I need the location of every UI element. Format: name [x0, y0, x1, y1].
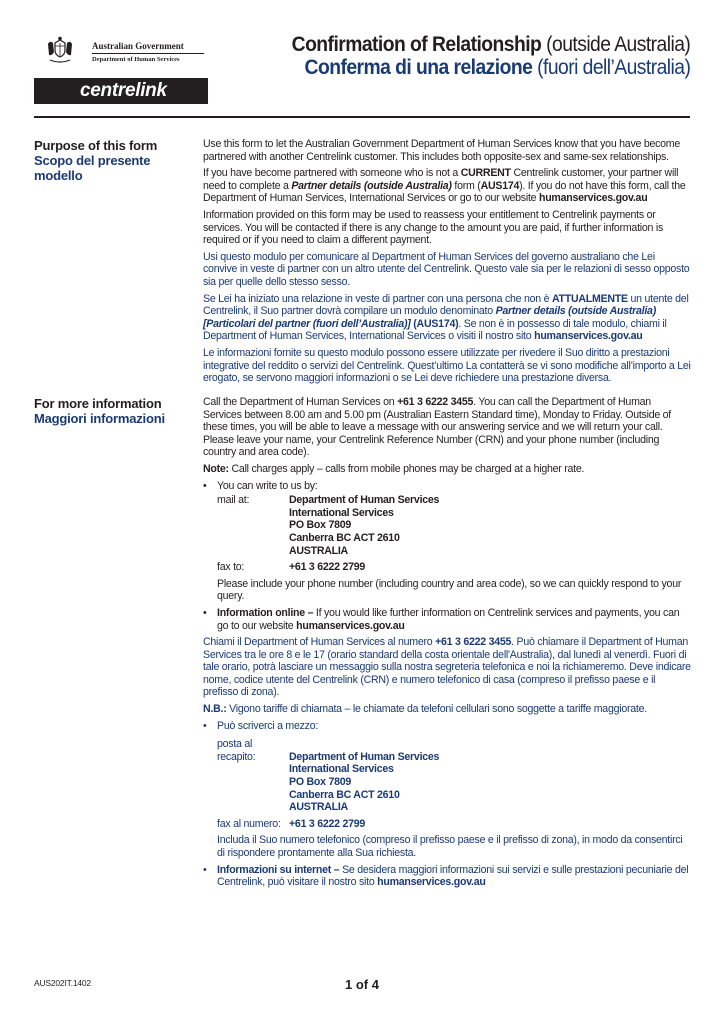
info-note: Note: Call charges apply – calls from mobile phones may be charged at a higher rate.	[203, 462, 585, 475]
page-title-it	[304, 56, 690, 80]
info-it-include: Includa il Suo numero telefonico (compreso il prefisso paese e il prefisso di zona), in modo da consentirci di rispondere prontamente alla Sua richiesta.	[217, 834, 683, 859]
website-link-it[interactable]: humanservices.gov.au	[534, 330, 643, 343]
info-it-note: N.B.: Vigono tariffe di chiamata – le chiamate da telefoni cellulari sono soggette a tariffe maggiorate.	[203, 703, 647, 716]
info-it-call: Chiami il Department of Human Services al numero +61 3 6222 3455. Può chiamare il Department of Human Services tra le ore 8 e le 17 (orario standard della costa orientale dell'Australia), dal lunedì al venerdì. Fuori di tale orario, potrà lasciare un messaggio sulla nostra segreteria telefonica e noi la richiameremo. Deve indicare nome, codice utente del Centrelink (CRN) e numero telefonico di casa (compreso il prefisso paese e il prefisso di zona).	[203, 636, 691, 699]
page-title-en	[291, 33, 690, 57]
purpose-it3: Le informazioni fornite su questo modulo possono essere utilizzate per rivedere il Suo diritto a prestazioni integrative del reddito o servizi del Centrelink. Quest’ultimo La contatterà se vi sono modifiche all’importo a Lei erogato, se servono maggiori informazioni o se Lei deve richiedere una prestazione diversa.	[203, 346, 691, 385]
info-call: Call the Department of Human Services on +61 3 6222 3455. You can call the Department of Human Services between 8.00 am and 5.00 pm (Australian Eastern Standard time), Monday to Friday. Outside of these times, you will be able to leave a message with our answering service and we will return your call. Please leave your name, your Centrelink Reference Number (CRN) and your phone number (including country and area code).	[203, 396, 672, 459]
purpose-heading-en: Purpose of this form	[34, 138, 158, 153]
list-item-write-it: • Può scriverci a mezzo:	[203, 720, 691, 733]
logo-divider	[92, 53, 204, 54]
title-it-light: (fuori dell’Australia)	[531, 56, 690, 79]
coat-of-arms-icon	[46, 36, 74, 66]
website-link-2[interactable]: humanservices.gov.au	[296, 619, 405, 632]
purpose-it2: Se Lei ha iniziato una relazione in veste di partner con una persona che non è ATTUALMENTE un utente del Centrelink, il Suo partner dovrà compilare un modulo denominato Partner details (outside Australia) [Particolari del partner (fuori dell’Australia)] (AUS174). Se non è in possesso di tale modulo, chiami il Department of Human Services, International Services o visiti il nostro sito humanservices.gov.au	[203, 292, 689, 343]
gov-line1: Australian Government	[92, 41, 184, 51]
list-item-write: • You can write to us by:	[203, 480, 691, 493]
website-link[interactable]: humanservices.gov.au	[538, 192, 648, 205]
fax-number: +61 3 6222 2799	[289, 561, 366, 574]
phone-number[interactable]: +61 3 6222 3455	[397, 396, 474, 408]
purpose-body	[203, 138, 691, 389]
mail-address-it: posta al recapito: Department of Human Services International Services PO Box 7809 Canberra BC ACT 2610 AUSTRALIA fax al numero: +61 3 6222 2799 Includa il Suo numero telefonico (compreso il prefisso paese e il prefisso di zona), in modo da consentirci di rispondere prontamente alla Sua richiesta.	[203, 738, 691, 859]
agency-logo	[34, 34, 208, 104]
brand-text: centrelink	[80, 80, 167, 101]
brand-bar	[34, 78, 208, 104]
info-heading-it: Maggiori informazioni	[34, 411, 165, 426]
title-en-light: (outside Australia)	[541, 33, 690, 56]
title-en-bold: Confirmation of Relationship	[291, 33, 542, 56]
info-body	[203, 396, 691, 889]
form-code: AUS202IT.1402	[34, 978, 91, 988]
info-include: Please include your phone number (including country and area code), so we can quickly respond to your query.	[217, 577, 682, 603]
gov-line2: Department of Human Services	[92, 56, 180, 63]
list-item-online-it: • Informazioni su internet – Se desidera maggiori informazioni sui servizi e sulle prestazioni pecuniarie del Centrelink, può visitare il nostro sito humanservices.gov.au	[203, 864, 691, 889]
mail-address: mail at: Department of Human Services International Services PO Box 7809 Canberra BC ACT 2610 AUSTRALIA fax to: +61 3 6222 2799 Please include your phone number (including country and area code), so we can quickly respond to your query.	[203, 494, 691, 603]
purpose-p1: Use this form to let the Australian Government Department of Human Services know that you have become partnered with another Centrelink customer. This includes both opposite-sex and same-sex relationships.	[203, 138, 681, 163]
title-it-bold: Conferma di una relazione	[304, 56, 532, 79]
purpose-p2: If you have become partnered with someone who is not a CURRENT Centrelink customer, your partner will need to complete a Partner details (outside Australia) form (AUS174). If you do not have this form, call the Department of Human Services, International Services or go to our website humanservices.gov.au	[203, 167, 686, 205]
page-number: 1 of 4	[345, 977, 379, 992]
purpose-p3: Information provided on this form may be used to reassess your entitlement to Centrelink payments or services. You will be contacted if there is any change to the amount you are paid, if further information is required or if you need to claim a different payment.	[203, 208, 663, 247]
list-item-online: • Information online – If you would like further information on Centrelink services and payments, you can go to our website humanservices.gov.au	[203, 607, 691, 632]
website-link-it-2[interactable]: humanservices.gov.au	[377, 876, 486, 889]
header-divider	[34, 116, 690, 118]
purpose-heading-it: Scopo del presente modello	[34, 153, 151, 183]
info-heading-en: For more information	[34, 396, 162, 411]
fax-number-it: +61 3 6222 2799	[289, 817, 366, 830]
purpose-it1: Usi questo modulo per comunicare al Department of Human Services del governo australiano che Lei convive in veste di partner con un altro utente del Centrelink. Questo vale sia per le relazioni di sesso opposto sia per quelle dello stesso sesso.	[203, 250, 690, 288]
phone-number-it[interactable]: +61 3 6222 3455	[435, 636, 512, 649]
